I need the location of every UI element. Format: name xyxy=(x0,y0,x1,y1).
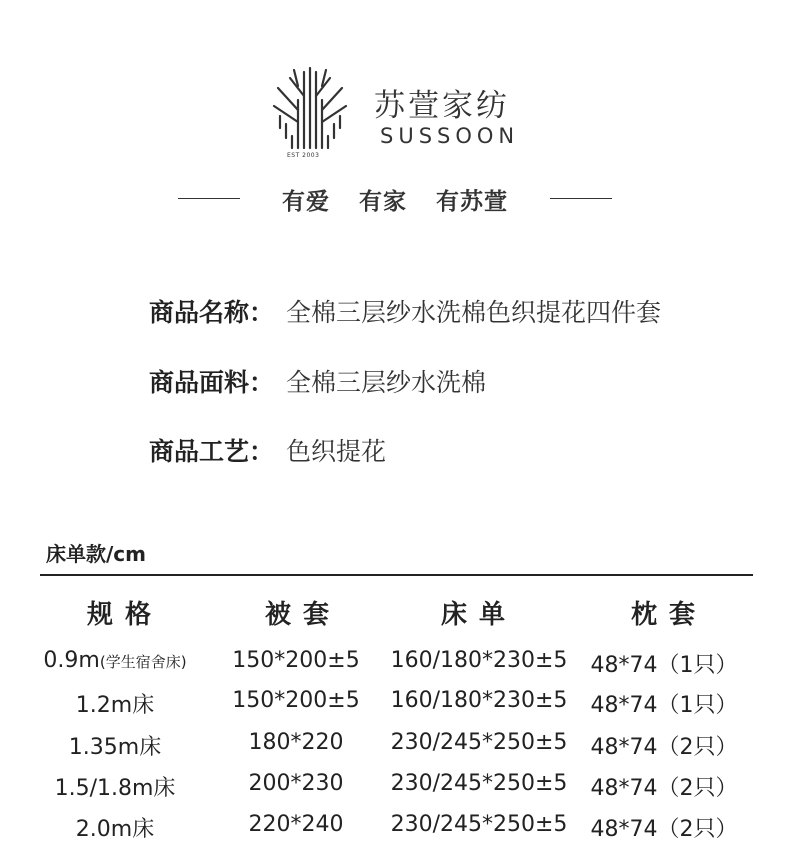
spec-note: (学生宿舍床) xyxy=(99,653,187,671)
spec-value: 2.0m床 xyxy=(75,817,155,842)
table-cell-spec xyxy=(20,812,210,843)
brand-name-cn: 苏萱家纺 xyxy=(374,88,510,124)
info-label: 商品面料： xyxy=(149,368,275,397)
header-sheet: 床单 xyxy=(440,600,517,630)
table-cell-pillow: 48*74（1只） xyxy=(590,653,738,678)
slogan-item: 有苏萱 xyxy=(436,189,509,215)
table-cell-spec xyxy=(20,730,210,761)
table-cell-pillow: 48*74（1只） xyxy=(590,693,738,718)
table-caption: 床单款/cm xyxy=(46,542,146,566)
table-cell-pillow: 48*74（2只） xyxy=(590,776,738,801)
info-value: 全棉三层纱水洗棉色织提花四件套 xyxy=(286,298,662,327)
spec-value: 1.5/1.8m床 xyxy=(54,776,176,801)
product-fabric-row xyxy=(149,363,486,397)
table-cell-duvet: 150*200±5 xyxy=(232,688,360,713)
table-cell-pillow: 48*74（2只） xyxy=(590,735,738,760)
table-cell-sheet: 160/180*230±5 xyxy=(390,688,568,713)
spec-value: 1.35m床 xyxy=(68,735,162,760)
table-cell-sheet: 230/245*250±5 xyxy=(390,771,568,796)
table-cell-spec xyxy=(20,648,210,673)
table-cell-duvet: 200*230 xyxy=(248,771,344,796)
brand-name-en: SUSSOON xyxy=(380,124,520,148)
info-label: 商品工艺： xyxy=(149,437,275,466)
table-cell-pillow: 48*74（2只） xyxy=(590,817,738,842)
header-duvet: 被套 xyxy=(264,600,341,630)
info-value: 全棉三层纱水洗棉 xyxy=(286,368,487,397)
header-pillow: 枕套 xyxy=(630,600,707,630)
table-cell-sheet: 230/245*250±5 xyxy=(390,730,568,755)
tree-logo-icon xyxy=(270,66,350,162)
table-cell-duvet: 220*240 xyxy=(248,812,344,837)
table-cell-duvet: 180*220 xyxy=(248,730,344,755)
est-label: EST 2003 xyxy=(287,152,320,159)
header-spec: 规格 xyxy=(86,600,163,630)
table-cell-spec xyxy=(20,688,210,719)
spec-value: 1.2m床 xyxy=(75,693,155,718)
spec-value: 0.9m xyxy=(43,648,100,673)
product-name-row xyxy=(149,293,661,327)
slogan-divider-right xyxy=(550,198,612,199)
table-divider xyxy=(40,574,753,576)
info-value: 色织提花 xyxy=(286,437,387,466)
slogan xyxy=(0,183,790,216)
info-label: 商品名称： xyxy=(149,298,275,327)
slogan-item: 有家 xyxy=(359,189,407,215)
slogan-item: 有爱 xyxy=(281,189,330,215)
table-cell-spec xyxy=(20,771,210,802)
table-cell-sheet: 160/180*230±5 xyxy=(390,648,568,673)
table-cell-sheet: 230/245*250±5 xyxy=(390,812,568,837)
table-cell-duvet: 150*200±5 xyxy=(232,648,360,673)
product-craft-row xyxy=(149,432,386,466)
